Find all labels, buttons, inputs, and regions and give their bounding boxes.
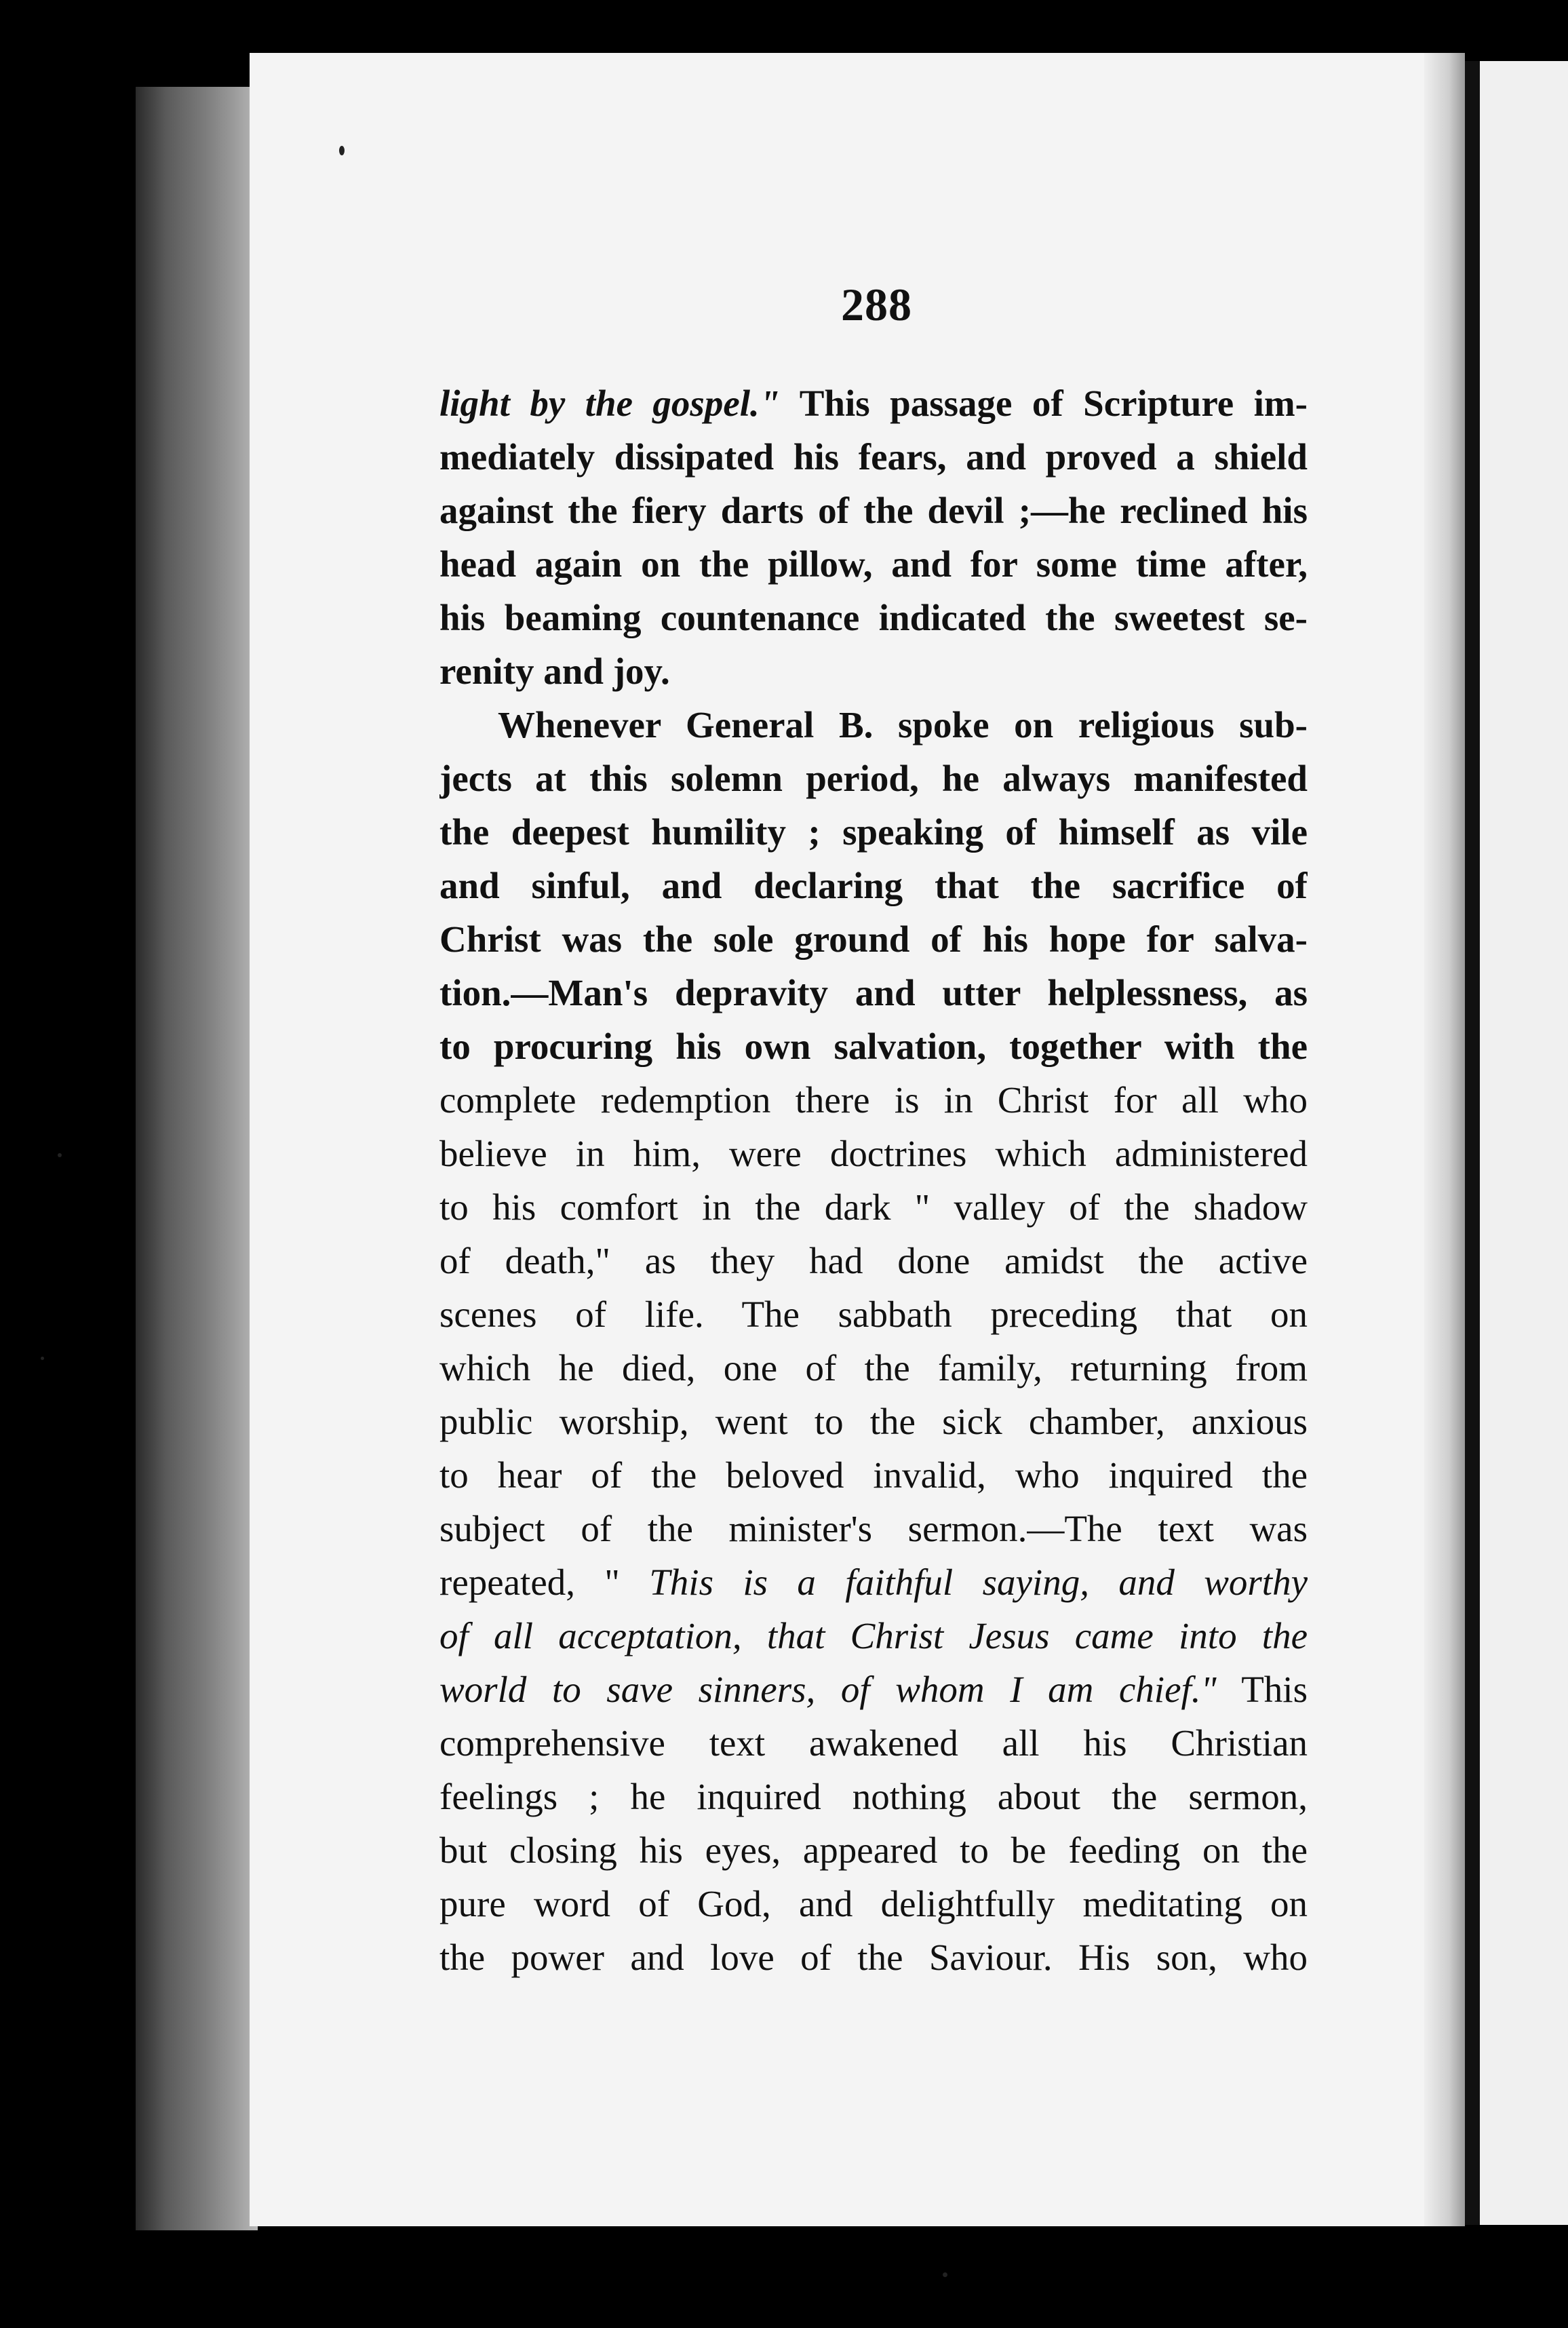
text-run: repeated, " [439,1561,620,1603]
text-line [439,430,1308,484]
text-line [439,1395,1308,1448]
text-line [439,1770,1308,1823]
text-line [439,1609,1308,1663]
text-run: to procuring his own salvation, together with the [439,1026,1308,1067]
scan-speck [943,2272,947,2277]
text-line [439,1073,1308,1127]
scan-speck [41,1357,44,1360]
text-run: his beaming countenance indicated the sweetest se- [439,597,1308,638]
text-line [439,644,1308,698]
text-run: This [1216,1669,1308,1710]
text-run: world to save sinners, of whom I am chief." [439,1669,1217,1710]
text-line [439,1877,1308,1931]
text-run: subject of the minister's sermon.—The text was [439,1508,1308,1549]
text-line [439,591,1308,644]
text-line [439,912,1308,966]
text-line [439,484,1308,537]
text-line [439,752,1308,805]
text-line [439,1716,1308,1770]
page-number: 288 [841,279,912,330]
text-line [439,966,1308,1020]
text-line [439,1663,1308,1716]
text-run: This passage of Scripture im- [780,383,1308,424]
text-run: and sinful, and declaring that the sacrifice of [439,865,1308,906]
text-run: public worship, went to the sick chamber, anxious [439,1401,1308,1442]
text-run: This is a faithful saying, and worthy [619,1561,1308,1603]
text-run: to his comfort in the dark " valley of the shadow [439,1186,1308,1228]
text-run: head again on the pillow, and for some time after, [439,543,1308,585]
text-run: complete redemption there is in Christ for all who [439,1079,1308,1121]
binding-gutter [1465,61,1480,2225]
text-run: jects at this solemn period, he always manifested [439,758,1308,799]
text-run: of death," as they had done amidst the active [439,1240,1308,1281]
text-line [439,1020,1308,1073]
text-run: pure word of God, and delightfully meditating on [439,1883,1308,1924]
text-run: Whenever General B. spoke on religious sub- [498,704,1308,745]
text-run: which he died, one of the family, returning from [439,1347,1308,1389]
text-line [439,1448,1308,1502]
text-run: tion.—Man's depravity and utter helplessness, as [439,972,1308,1013]
text-run: against the fiery darts of the devil ;—he reclined his [439,490,1308,531]
text-line [439,1127,1308,1180]
text-run: believe in him, were doctrines which administered [439,1133,1308,1174]
text-line [439,376,1308,430]
left-page-edge-shadow [136,87,258,2230]
text-run: to hear of the beloved invalid, who inquired the [439,1454,1308,1496]
text-line [439,537,1308,591]
text-run: the power and love of the Saviour. His son, who [439,1937,1308,1978]
adjacent-page [1478,61,1568,2225]
text-line [439,1823,1308,1877]
text-line [439,1287,1308,1341]
text-run: feelings ; he inquired nothing about the sermon, [439,1776,1308,1817]
text-run: the deepest humility ; speaking of himself as vile [439,811,1308,853]
text-line [439,698,1308,752]
scan-speck [58,1153,62,1157]
text-line [439,1555,1308,1609]
text-line [439,859,1308,912]
text-line [439,1341,1308,1395]
text-run: renity and joy. [439,651,670,692]
text-run: mediately dissipated his fears, and proved a shield [439,436,1308,478]
text-line [439,1502,1308,1555]
text-line [439,1931,1308,1984]
text-run: of all acceptation, that Christ Jesus came into the [439,1615,1308,1656]
text-run: but closing his eyes, appeared to be feeding on the [439,1829,1308,1871]
body-text [439,376,1308,1984]
text-run: scenes of life. The sabbath preceding that on [439,1294,1308,1335]
text-run: Christ was the sole ground of his hope for salva- [439,918,1308,960]
text-line [439,1180,1308,1234]
text-line [439,805,1308,859]
text-run: light by the gospel." [439,383,781,424]
page-fold-edge [1424,53,1465,2226]
scan-speck [339,146,345,155]
text-run: comprehensive text awakened all his Christian [439,1722,1308,1764]
text-line [439,1234,1308,1287]
